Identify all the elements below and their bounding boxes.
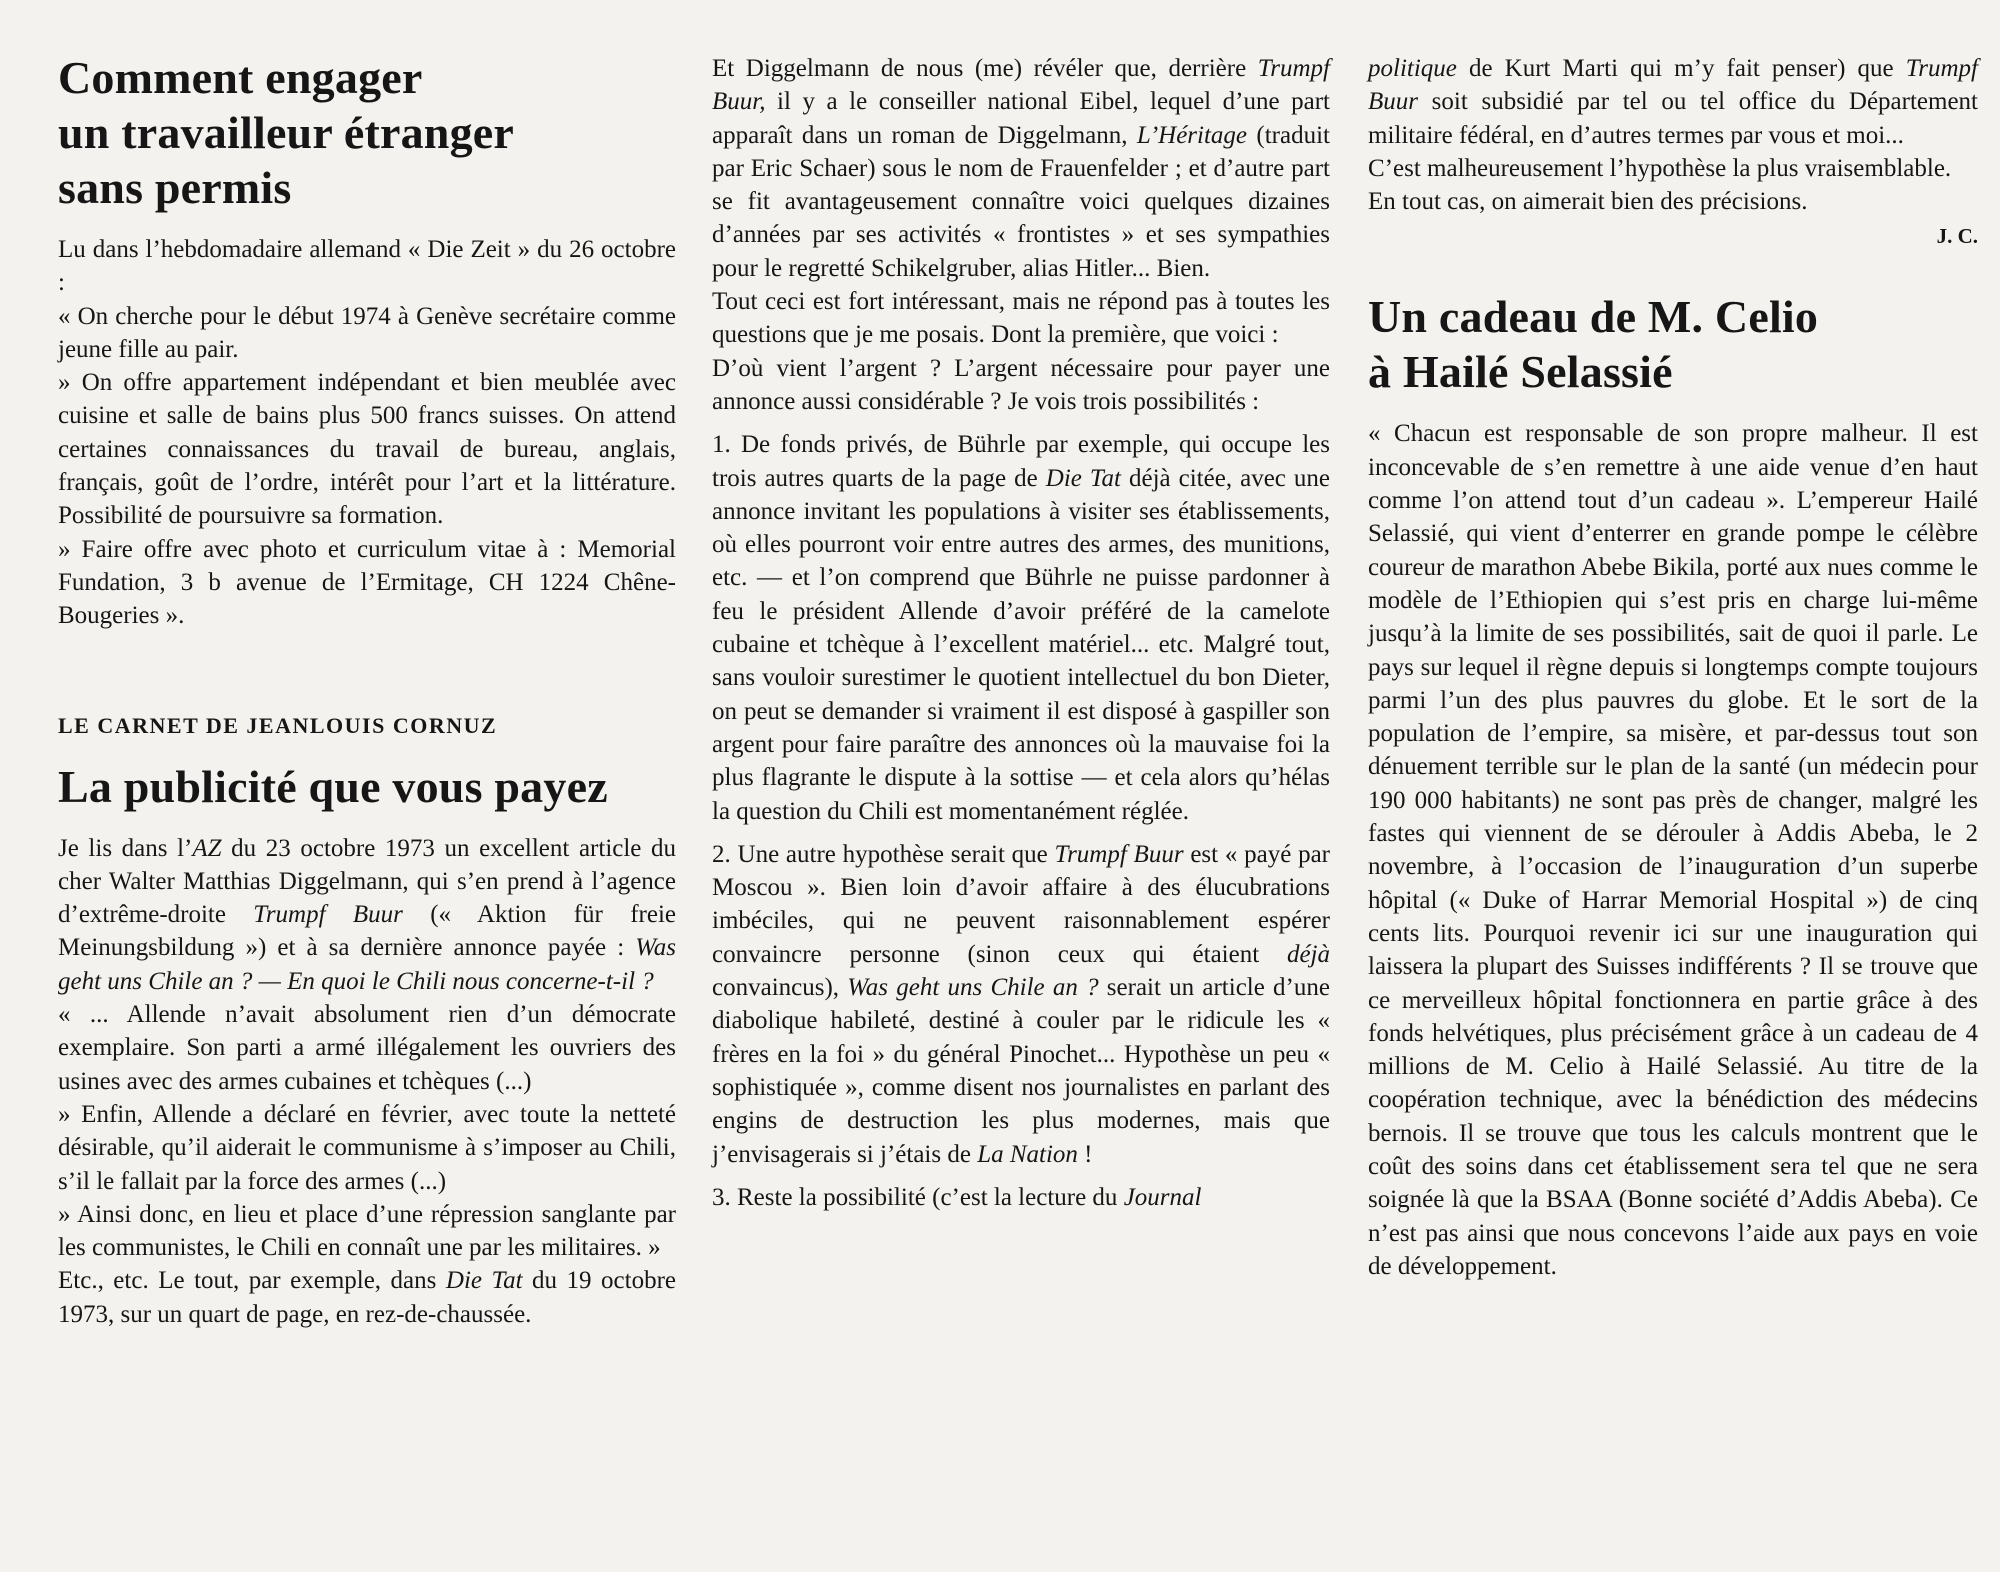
italic-text: Trumpf Buur	[1054, 840, 1184, 868]
text: !	[1077, 1140, 1093, 1168]
article3-paragraph: « Chacun est responsable de son propre malheur. Il est inconcevable de s’en remettre à une aide venue d’en haut comme l’on attend tout d’un cadeau ». L’empereur Hailé Selassié, qui vient d’enterrer en grande pompe le célèbre coureur de marathon Abebe Bikila, porté aux nues comme le modèle de l’Ethiopien qui s’est pris en charge lui-même jusqu’à la limite de ses possibilités, sait de quoi il parle. Le pays sur lequel il règne depuis si longtemps compte toujours parmi l’un des plus pauvres du globe. Et le sort de la population de l’empire, sa misère, et par-dessus tout son dénuement terrible sur le plan de la santé (un médecin pour 190 000 habitants) ne sont pas près de changer, malgré les fastes qui viennent de se dérouler à Addis Abeba, le 2 novembre, à l’occasion de l’inauguration d’un superbe hôpital (« Duke of Harrar Memorial Hospital ») de cinq cents lits. Pourquoi revenir ici sur une inauguration qui laissera la plupart des Suisses indifférents ? Il se trouve que ce merveilleux hôpital fonctionnera en partie grâce à des fonds helvétiques, plus précisément grâce à un cadeau de 4 millions de M. Celio à Hailé Selassié. Au titre de la coopération technique, avec la bénédiction des médecins bernois. Il se trouve que tous les calculs montrent que le coût des soins dans cet établissement sera tel que ne sera soignée là que la BSAA (Bonne société d’Addis Abeba). Ce n’est pas ainsi que nous concevons l’aide aux pays en voie de développement.	[1368, 420, 1978, 1280]
italic-text: politique	[1368, 55, 1457, 82]
text: (traduit par Eric Schaer) sous le nom de Frauenfelder ; et d’autre part se fit avantageusement connaître voici quelques dizaines d’années par ses activités « frontistes » et ses sympathies pour le regretté Schikelgruber, alias Hitler... Bien.	[712, 121, 1330, 282]
text: Etc., etc. Le tout, par exemple, dans	[58, 1267, 446, 1295]
column-3	[1368, 52, 1978, 1283]
text: de Kurt Marti qui m’y fait penser) que	[1456, 55, 1906, 82]
italic-text: Trumpf Buur	[1368, 55, 1978, 116]
italic-text: Was geht uns Chile an ? — En quoi le Chili nous concerne-t-il ?	[58, 934, 676, 995]
italic-text: Journal	[1123, 1183, 1202, 1211]
article1-paragraph: Lu dans l’hebdomadaire allemand « Die Zeit » du 26 octobre :	[58, 236, 676, 297]
article2-paragraph: » Enfin, Allende a déclaré en février, avec toute la netteté désirable, qu’il aiderait le communisme à s’imposer au Chili, s’il le fallait par la force des armes (...)	[58, 1100, 676, 1195]
article2-paragraph	[712, 428, 1330, 828]
text: 3. Reste la possibilité (c’est la lecture du	[712, 1183, 1124, 1211]
text: Je lis dans l’	[58, 834, 193, 862]
text: Et Diggelmann de nous (me) révéler que, derrière	[712, 55, 1258, 82]
text: 2. Une autre hypothèse serait que	[712, 840, 1055, 868]
article3-headline-line1: Un cadeau de M. Celio	[1368, 291, 1819, 343]
italic-text: Die Tat	[445, 1267, 523, 1295]
article2-paragraph: En tout cas, on aimerait bien des précisions.	[1368, 188, 1808, 216]
article2-paragraph: Tout ceci est fort intéressant, mais ne répond pas à toutes les questions que je me posais. Dont la première, que voici :	[712, 288, 1330, 349]
text: 1. De fonds privés, de Bührle par exemple, qui occupe les trois autres quarts de la page de	[712, 431, 1330, 492]
article3-headline	[1368, 289, 1978, 399]
article2-body-col3	[1368, 52, 1978, 249]
article1-headline	[58, 50, 676, 215]
italic-text: déjà	[1286, 940, 1330, 968]
article3-headline-line2: à Hailé Selassié	[1368, 346, 1673, 398]
article2-body-col1	[58, 832, 676, 1331]
italic-text: Was geht uns Chile an ?	[847, 974, 1099, 1002]
article2-headline: La publicité que vous payez	[58, 760, 608, 812]
article1-headline-line2: un travailleur étranger	[58, 107, 514, 158]
article1-headline-line3: sans permis	[58, 162, 292, 213]
article1-paragraph: « On cherche pour le début 1974 à Genève secrétaire comme jeune fille au pair.	[58, 302, 676, 363]
article1-paragraph: » Faire offre avec photo et curriculum vitae à : Memorial Fundation, 3 b avenue de l’Ermitage, CH 1224 Chêne-Bougeries ».	[58, 535, 676, 630]
article2-paragraph	[1368, 52, 1978, 152]
column-2	[712, 52, 1330, 1214]
italic-text: L’Héritage	[1136, 121, 1248, 149]
text: convaincus),	[712, 974, 848, 1002]
italic-text: AZ	[192, 834, 222, 862]
article2-byline: J. C.	[1936, 224, 1978, 249]
text: déjà citée, avec une annonce invitant les populations à visiter ses établissements, où elles pourront voir entre autres des armes, des munitions, etc. — et l’on comprend que Bührle ne puisse pardonner à feu le président Allende d’avoir préféré de la camelote cubaine et tchèque à l’excellent matériel... etc. Malgré tout, sans vouloir surestimer le quotient intellectuel du bon Dieter, on peut se demander si vraiment il est disposé à gaspiller son argent pour faire paraître des annonces où la mauvaise foi la plus flagrante le dispute à la sottise — et cela alors qu’hélas la question du Chili est momentanément réglée.	[712, 464, 1330, 825]
article2-paragraph	[58, 832, 676, 998]
italic-text: Die Tat	[1045, 464, 1121, 492]
spacer	[58, 633, 676, 713]
article2-paragraph	[712, 1181, 1330, 1214]
article2-paragraph	[712, 52, 1330, 285]
article2-kicker: LE CARNET DE JEANLOUIS CORNUZ	[58, 712, 498, 738]
text: du 19 octobre 1973, sur un quart de page, en rez-de-chaussée.	[58, 1267, 677, 1328]
article2-paragraph: D’où vient l’argent ? L’argent nécessaire pour payer une annonce aussi considérable ? Je vois trois possibilités :	[712, 354, 1330, 415]
article2-paragraph: » Ainsi donc, en lieu et place d’une répression sanglante par les communistes, le Chili en connaît une par les militaires. »	[58, 1200, 676, 1262]
column-1	[58, 50, 676, 1331]
article3-body	[1368, 417, 1978, 1283]
italic-text: Trumpf Buur	[253, 901, 403, 929]
article2-body-col2	[712, 52, 1330, 1214]
article1-paragraph: » On offre appartement indépendant et bien meublée avec cuisine et salle de bains plus 500 francs suisses. On attend certaines connaissances du travail de bureau, anglais, français, goût de l’ordre, intérêt pour l’art et la littérature. Possibilité de poursuivre sa formation.	[58, 369, 676, 530]
italic-text: La Nation	[977, 1140, 1078, 1168]
article1-headline-line1: Comment engager	[58, 52, 423, 103]
text: (« Aktion für freie Meinungsbildung ») et à sa dernière annonce payée :	[58, 901, 676, 962]
text: il y a le conseiller national Eibel, lequel d’une part apparaît dans un roman de Diggelmann,	[712, 88, 1330, 149]
text: du 23 octobre 1973 un excellent article du cher Walter Matthias Diggelmann, qui s’en prend à l’agence d’extrême-droite	[58, 834, 677, 929]
article1-body	[58, 233, 676, 633]
text: est « payé par Moscou ». Bien loin d’avoir affaire à des élucubrations imbéciles, qui ne peuvent raisonnablement espérer convaincre personne (sinon ceux qui étaient	[712, 840, 1330, 968]
article2-paragraph: C’est malheureusement l’hypothèse la plus vraisemblable.	[1368, 154, 1952, 182]
text: soit subsidié par tel ou tel office du Département militaire fédéral, en d’autres termes par vous et moi...	[1368, 88, 1978, 149]
italic-text: Trumpf Buur,	[712, 55, 1330, 116]
article2-paragraph	[712, 838, 1330, 1171]
article2-paragraph: « ... Allende n’avait absolument rien d’un démocrate exemplaire. Son parti a armé illégalement les ouvriers des usines avec des armes cubaines et tchèques (...)	[58, 1001, 676, 1095]
text: serait un article d’une diabolique habileté, destiné à couler par le ridicule les « frères en la foi » du général Pinochet... Hypothèse un peu « sophistiquée », comme disent nos journalistes en parlant des engins de destruction les plus modernes, mais que j’envisagerais si j’étais de	[712, 974, 1330, 1168]
article2-paragraph	[58, 1264, 676, 1331]
spacer	[1368, 249, 1978, 289]
